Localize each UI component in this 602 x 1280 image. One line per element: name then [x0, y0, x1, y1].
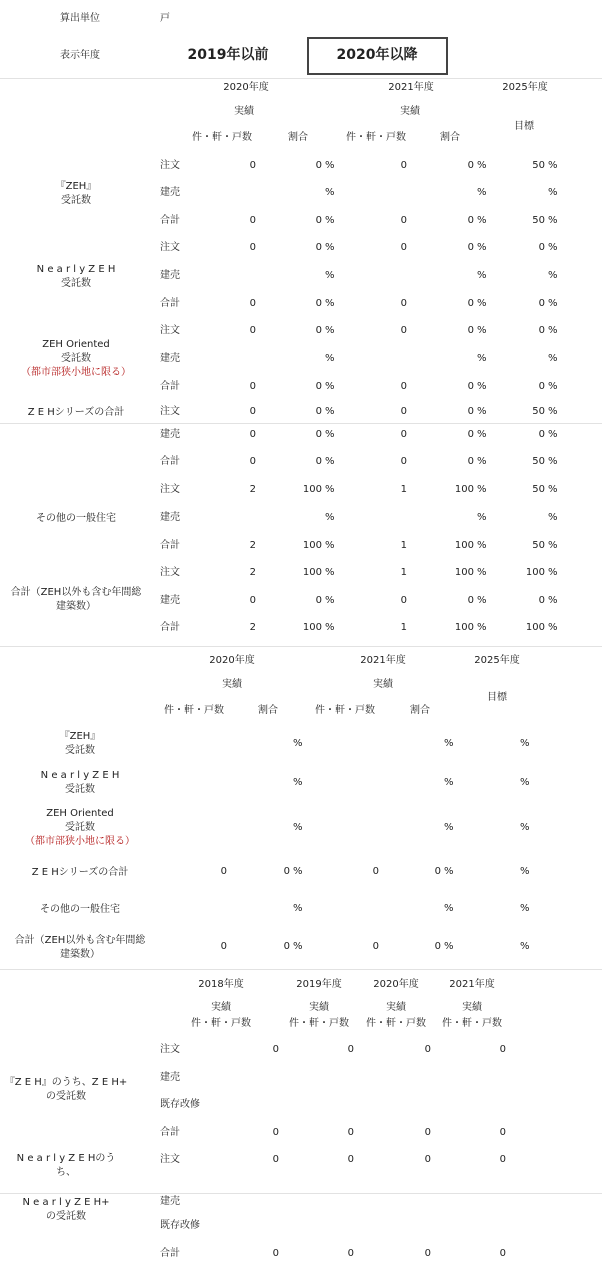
- percent-unit: %: [477, 622, 487, 633]
- percent-unit: %: [293, 822, 303, 833]
- divider: [0, 969, 602, 970]
- sec3-label-nearly-zeh: N e a r l y Z E Hのう ち、: [16, 1153, 116, 1178]
- ratio-2020-value: 0: [283, 866, 290, 877]
- ratio-2020-value: 100: [302, 540, 322, 551]
- percent-unit: %: [293, 941, 303, 952]
- sec2-year-2020: 2020年度: [209, 655, 255, 666]
- percent-unit: %: [548, 270, 558, 281]
- row-type-label: 合計: [160, 1127, 180, 1138]
- sec3-count-header: 件・軒・戸数: [366, 1018, 426, 1029]
- sec3-count-header: 件・軒・戸数: [442, 1018, 502, 1029]
- percent-unit: %: [477, 215, 487, 226]
- percent-unit: %: [477, 540, 487, 551]
- divider: [0, 646, 602, 647]
- row-type-label: 注文: [160, 1044, 180, 1055]
- count-value: 0: [424, 1044, 431, 1055]
- ratio-2021-value: 0: [434, 941, 441, 952]
- percent-unit: %: [444, 941, 454, 952]
- percent-unit: %: [325, 512, 335, 523]
- percent-unit: %: [325, 215, 335, 226]
- year-after-option[interactable]: 2020年以降: [336, 47, 418, 63]
- percent-unit: %: [477, 406, 487, 417]
- percent-unit: %: [325, 353, 335, 364]
- count-2021-value: 0: [400, 160, 407, 171]
- percent-unit: %: [325, 298, 335, 309]
- sec1-jisseki-2021: 実績: [400, 106, 420, 117]
- ratio-2021-value: 100: [454, 484, 474, 495]
- sec3-count-header: 件・軒・戸数: [191, 1018, 251, 1029]
- row-type-label: 合計: [160, 298, 180, 309]
- ratio-2020-value: 0: [315, 456, 322, 467]
- sec2-count-header-2021: 件・軒・戸数: [315, 705, 375, 716]
- count-2021-value: 0: [400, 456, 407, 467]
- ratio-2020-value: 100: [302, 484, 322, 495]
- ratio-2021-value: 0: [467, 456, 474, 467]
- count-2021-value: 0: [372, 941, 379, 952]
- ratio-2021-value: 0: [467, 215, 474, 226]
- ratio-2020-value: 0: [315, 595, 322, 606]
- count-2021-value: 0: [400, 429, 407, 440]
- percent-unit: %: [325, 187, 335, 198]
- row-type-label: 注文: [160, 567, 180, 578]
- row-group-label: 『ZEH』 受託数: [55, 181, 97, 206]
- row-type-label: 建売: [160, 429, 180, 440]
- target-2025-value: 50: [532, 484, 545, 495]
- sec1-ratio-header-2020: 割合: [288, 132, 308, 143]
- count-2021-value: 1: [400, 567, 407, 578]
- count-2020-value: 0: [249, 381, 256, 392]
- percent-unit: %: [325, 429, 335, 440]
- percent-unit: %: [293, 738, 303, 749]
- sec3-jisseki-header: 実績: [211, 1002, 231, 1013]
- percent-unit: %: [325, 595, 335, 606]
- count-2020-value: 2: [249, 484, 256, 495]
- percent-unit: %: [520, 866, 530, 877]
- count-2021-value: 0: [400, 215, 407, 226]
- percent-unit: %: [477, 429, 487, 440]
- year-before-option[interactable]: 2019年以前: [187, 47, 269, 63]
- row-group-label: N e a r l y Z E H 受託数: [40, 770, 120, 795]
- percent-unit: %: [477, 242, 487, 253]
- count-value: 0: [499, 1154, 506, 1165]
- count-2020-value: 0: [249, 325, 256, 336]
- ratio-2021-value: 0: [467, 298, 474, 309]
- sec3-year-header: 2021年度: [449, 979, 495, 990]
- percent-unit: %: [548, 429, 558, 440]
- count-2020-value: 0: [249, 242, 256, 253]
- percent-unit: %: [325, 540, 335, 551]
- ratio-2020-value: 0: [315, 242, 322, 253]
- target-2025-value: 0: [538, 381, 545, 392]
- sec2-jisseki-2021: 実績: [373, 679, 393, 690]
- percent-unit: %: [548, 484, 558, 495]
- row-group-label: ZEH Oriented 受託数: [42, 339, 110, 364]
- percent-unit: %: [477, 353, 487, 364]
- percent-unit: %: [477, 160, 487, 171]
- display-year-label: 表示年度: [60, 50, 100, 61]
- row-type-label: 注文: [160, 160, 180, 171]
- percent-unit: %: [325, 381, 335, 392]
- percent-unit: %: [520, 777, 530, 788]
- count-2021-value: 0: [400, 325, 407, 336]
- count-value: 0: [347, 1127, 354, 1138]
- percent-unit: %: [477, 595, 487, 606]
- ratio-2021-value: 0: [467, 160, 474, 171]
- percent-unit: %: [444, 777, 454, 788]
- percent-unit: %: [325, 567, 335, 578]
- row-group-label: Z E Hシリーズの合計: [27, 407, 125, 418]
- percent-unit: %: [293, 777, 303, 788]
- divider: [0, 78, 602, 79]
- row-group-label: N e a r l y Z E H 受託数: [36, 264, 116, 289]
- percent-unit: %: [548, 406, 558, 417]
- count-2020-value: 0: [249, 160, 256, 171]
- target-2025-value: 50: [532, 215, 545, 226]
- row-type-label: 既存改修: [160, 1099, 200, 1110]
- count-value: 0: [347, 1248, 354, 1259]
- count-2021-value: 0: [400, 406, 407, 417]
- ratio-2021-value: 0: [467, 429, 474, 440]
- percent-unit: %: [548, 325, 558, 336]
- percent-unit: %: [325, 270, 335, 281]
- count-2020-value: 0: [249, 406, 256, 417]
- count-2020-value: 0: [249, 456, 256, 467]
- count-2020-value: 2: [249, 622, 256, 633]
- percent-unit: %: [548, 512, 558, 523]
- row-type-label: 合計: [160, 540, 180, 551]
- row-type-label: 建売: [160, 1196, 180, 1207]
- count-2021-value: 1: [400, 622, 407, 633]
- ratio-2021-value: 100: [454, 567, 474, 578]
- count-value: 0: [272, 1248, 279, 1259]
- count-value: 0: [272, 1044, 279, 1055]
- row-type-label: 注文: [160, 406, 180, 417]
- percent-unit: %: [477, 512, 487, 523]
- row-group-label: その他の一般住宅: [36, 513, 116, 524]
- sec1-year-2020: 2020年度: [223, 82, 269, 93]
- sec2-target-header: 目標: [487, 692, 507, 703]
- sec2-count-header-2020: 件・軒・戸数: [164, 705, 224, 716]
- percent-unit: %: [548, 160, 558, 171]
- ratio-2020-value: 0: [315, 325, 322, 336]
- percent-unit: %: [548, 187, 558, 198]
- target-2025-value: 100: [525, 622, 545, 633]
- sec3-label-zeh-plus: 『Z E H』のうち、Z E H+ の受託数: [4, 1077, 128, 1102]
- ratio-2021-value: 100: [454, 622, 474, 633]
- percent-unit: %: [325, 160, 335, 171]
- ratio-2020-value: 0: [315, 215, 322, 226]
- ratio-2020-value: 0: [315, 406, 322, 417]
- count-value: 0: [424, 1154, 431, 1165]
- percent-unit: %: [548, 622, 558, 633]
- count-value: 0: [347, 1044, 354, 1055]
- target-2025-value: 0: [538, 298, 545, 309]
- row-type-label: 合計: [160, 1248, 180, 1259]
- sec1-count-header-2020: 件・軒・戸数: [192, 132, 252, 143]
- sec3-year-header: 2019年度: [296, 979, 342, 990]
- count-2020-value: 0: [249, 429, 256, 440]
- target-2025-value: 0: [538, 242, 545, 253]
- sec1-year-2025: 2025年度: [502, 82, 548, 93]
- target-2025-value: 50: [532, 456, 545, 467]
- row-type-label: 建売: [160, 353, 180, 364]
- percent-unit: %: [325, 242, 335, 253]
- row-type-label: 既存改修: [160, 1220, 200, 1231]
- count-value: 0: [347, 1154, 354, 1165]
- row-group-label: ZEH Oriented 受託数: [46, 808, 114, 833]
- count-2021-value: 1: [400, 484, 407, 495]
- percent-unit: %: [477, 567, 487, 578]
- percent-unit: %: [477, 325, 487, 336]
- percent-unit: %: [477, 456, 487, 467]
- count-value: 0: [424, 1248, 431, 1259]
- count-value: 0: [499, 1044, 506, 1055]
- percent-unit: %: [477, 298, 487, 309]
- percent-unit: %: [477, 484, 487, 495]
- target-2025-value: 50: [532, 540, 545, 551]
- count-2020-value: 0: [249, 298, 256, 309]
- row-type-label: 建売: [160, 1072, 180, 1083]
- sec1-ratio-header-2021: 割合: [440, 132, 460, 143]
- count-2021-value: 0: [400, 298, 407, 309]
- percent-unit: %: [548, 540, 558, 551]
- row-group-label: 合計（ZEH以外も含む年間総 建築数）: [14, 935, 146, 960]
- row-type-label: 注文: [160, 484, 180, 495]
- ratio-2021-value: 100: [454, 540, 474, 551]
- sec1-count-header-2021: 件・軒・戸数: [346, 132, 406, 143]
- percent-unit: %: [325, 484, 335, 495]
- percent-unit: %: [325, 406, 335, 417]
- percent-unit: %: [293, 866, 303, 877]
- sec3-year-header: 2020年度: [373, 979, 419, 990]
- count-2020-value: 0: [249, 595, 256, 606]
- target-2025-value: 100: [525, 567, 545, 578]
- sec1-target-header: 目標: [514, 121, 534, 132]
- count-2020-value: 0: [249, 215, 256, 226]
- target-2025-value: 0: [538, 325, 545, 336]
- percent-unit: %: [325, 325, 335, 336]
- count-2020-value: 2: [249, 567, 256, 578]
- ratio-2020-value: 0: [283, 941, 290, 952]
- row-type-label: 建売: [160, 187, 180, 198]
- sec3-jisseki-header: 実績: [386, 1002, 406, 1013]
- row-type-label: 注文: [160, 1154, 180, 1165]
- count-2021-value: 0: [372, 866, 379, 877]
- count-2021-value: 0: [400, 242, 407, 253]
- ratio-2021-value: 0: [467, 325, 474, 336]
- row-type-label: 注文: [160, 242, 180, 253]
- count-2020-value: 0: [220, 941, 227, 952]
- row-type-label: 合計: [160, 622, 180, 633]
- percent-unit: %: [548, 215, 558, 226]
- sec3-jisseki-header: 実績: [309, 1002, 329, 1013]
- row-type-label: 合計: [160, 381, 180, 392]
- percent-unit: %: [548, 242, 558, 253]
- ratio-2020-value: 0: [315, 160, 322, 171]
- percent-unit: %: [444, 822, 454, 833]
- ratio-2020-value: 0: [315, 429, 322, 440]
- count-value: 0: [272, 1154, 279, 1165]
- sec2-ratio-header-2020: 割合: [258, 705, 278, 716]
- percent-unit: %: [548, 456, 558, 467]
- sec2-year-2021: 2021年度: [360, 655, 406, 666]
- calc-unit-label: 算出単位: [60, 13, 100, 24]
- count-value: 0: [499, 1248, 506, 1259]
- percent-unit: %: [548, 595, 558, 606]
- percent-unit: %: [477, 187, 487, 198]
- row-group-label: 合計（ZEH以外も含む年間総 建築数）: [10, 587, 142, 612]
- sec2-year-2025: 2025年度: [474, 655, 520, 666]
- ratio-2021-value: 0: [434, 866, 441, 877]
- percent-unit: %: [293, 903, 303, 914]
- ratio-2021-value: 0: [467, 242, 474, 253]
- count-2021-value: 0: [400, 595, 407, 606]
- count-2020-value: 2: [249, 540, 256, 551]
- percent-unit: %: [520, 738, 530, 749]
- target-2025-value: 50: [532, 406, 545, 417]
- row-group-label: 『ZEH』 受託数: [59, 731, 101, 756]
- row-type-label: 建売: [160, 512, 180, 523]
- calc-unit-value: 戸: [160, 13, 170, 24]
- sec3-label-nearly-zeh-plus: N e a r l y Z E H+ の受託数: [22, 1197, 110, 1222]
- percent-unit: %: [520, 822, 530, 833]
- ratio-2020-value: 0: [315, 381, 322, 392]
- row-group-label: Z E Hシリーズの合計: [31, 867, 129, 878]
- percent-unit: %: [444, 738, 454, 749]
- sec3-count-header: 件・軒・戸数: [289, 1018, 349, 1029]
- row-type-label: 注文: [160, 325, 180, 336]
- ratio-2021-value: 0: [467, 381, 474, 392]
- percent-unit: %: [548, 381, 558, 392]
- percent-unit: %: [520, 903, 530, 914]
- percent-unit: %: [444, 903, 454, 914]
- ratio-2021-value: 0: [467, 406, 474, 417]
- target-2025-value: 50: [532, 160, 545, 171]
- row-group-note: （都市部狭小地に限る）: [21, 367, 131, 378]
- percent-unit: %: [548, 567, 558, 578]
- divider: [0, 1193, 602, 1194]
- count-2021-value: 1: [400, 540, 407, 551]
- ratio-2020-value: 0: [315, 298, 322, 309]
- divider: [0, 423, 602, 424]
- percent-unit: %: [477, 270, 487, 281]
- row-type-label: 建売: [160, 595, 180, 606]
- row-type-label: 建売: [160, 270, 180, 281]
- count-2020-value: 0: [220, 866, 227, 877]
- percent-unit: %: [477, 381, 487, 392]
- row-type-label: 合計: [160, 215, 180, 226]
- sec3-year-header: 2018年度: [198, 979, 244, 990]
- sec1-jisseki-2020: 実績: [234, 106, 254, 117]
- row-group-label: その他の一般住宅: [40, 904, 120, 915]
- percent-unit: %: [548, 298, 558, 309]
- ratio-2020-value: 100: [302, 622, 322, 633]
- count-2021-value: 0: [400, 381, 407, 392]
- row-type-label: 合計: [160, 456, 180, 467]
- ratio-2021-value: 0: [467, 595, 474, 606]
- percent-unit: %: [548, 353, 558, 364]
- count-value: 0: [499, 1127, 506, 1138]
- row-group-note: （都市部狭小地に限る）: [25, 836, 135, 847]
- percent-unit: %: [325, 622, 335, 633]
- percent-unit: %: [520, 941, 530, 952]
- percent-unit: %: [325, 456, 335, 467]
- percent-unit: %: [444, 866, 454, 877]
- count-value: 0: [424, 1127, 431, 1138]
- ratio-2020-value: 100: [302, 567, 322, 578]
- sec2-jisseki-2020: 実績: [222, 679, 242, 690]
- target-2025-value: 0: [538, 595, 545, 606]
- sec2-ratio-header-2021: 割合: [410, 705, 430, 716]
- sec1-year-2021: 2021年度: [388, 82, 434, 93]
- count-value: 0: [272, 1127, 279, 1138]
- target-2025-value: 0: [538, 429, 545, 440]
- sec3-jisseki-header: 実績: [462, 1002, 482, 1013]
